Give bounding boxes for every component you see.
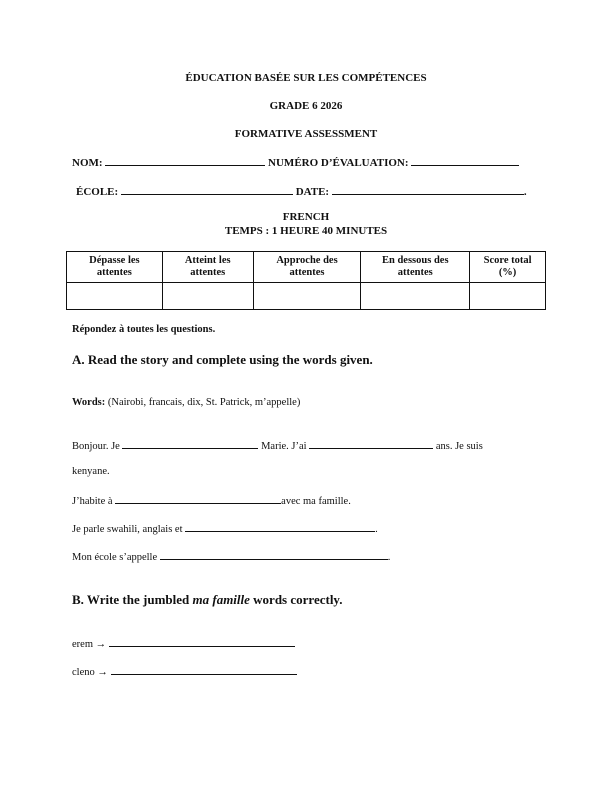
sentence-1-part-c: ans. Je suis <box>435 441 483 452</box>
blank-1[interactable] <box>122 438 258 449</box>
sentence-1-part-b: Marie. J’ai <box>261 441 307 452</box>
sentence-3 <box>72 521 378 535</box>
header-line-3: FORMATIVE ASSESSMENT <box>234 128 378 140</box>
sentence-2-part-b: avec ma famille. <box>281 496 351 507</box>
header-approche: Approche des attentes <box>253 252 361 283</box>
nom-blank[interactable] <box>105 155 265 166</box>
words-label: Words: <box>72 397 106 408</box>
jumbled-item-2 <box>72 664 297 678</box>
blank-5[interactable] <box>160 549 388 560</box>
header-line-1: ÉDUCATION BASÉE SUR LES COMPÉTENCES <box>185 72 427 84</box>
numero-blank[interactable] <box>411 155 519 166</box>
cell-depasse[interactable] <box>67 283 163 310</box>
sentence-3-part-b: . <box>375 524 378 535</box>
blank-3[interactable] <box>115 493 281 504</box>
sentence-2 <box>72 493 351 507</box>
section-b-title-a: B. Write the jumbled <box>72 592 193 607</box>
section-b-title-italic: ma famille <box>192 592 250 607</box>
jumbled-word-1: erem <box>72 639 93 650</box>
words-list: (Nairobi, francais, dix, St. Patrick, m’appelle) <box>107 397 301 408</box>
header-line-2: GRADE 6 2026 <box>269 100 343 112</box>
sentence-1-continued: kenyane. <box>72 466 110 477</box>
subject-time: TEMPS : 1 HEURE 40 MINUTES <box>224 225 388 237</box>
sentence-4-part-b: . <box>387 552 391 563</box>
header-atteint: Atteint les attentes <box>162 252 253 283</box>
score-table-value-row <box>67 283 546 310</box>
arrow-right-icon: → <box>95 639 107 650</box>
blank-4[interactable] <box>185 521 375 532</box>
cell-en-dessous[interactable] <box>361 283 470 310</box>
instructions: Répondez à toutes les questions. <box>72 324 216 335</box>
nom-label: NOM: <box>72 157 103 169</box>
subject-name: FRENCH <box>282 211 330 223</box>
numero-label: NUMÉRO D’ÉVALUATION: <box>268 157 409 169</box>
section-b-title <box>72 592 342 608</box>
header-en-dessous: En dessous des attentes <box>361 252 470 283</box>
ecole-blank[interactable] <box>121 184 293 195</box>
sentence-4 <box>72 549 390 563</box>
jumbled-blank-1[interactable] <box>109 636 295 647</box>
date-label: DATE: <box>295 186 330 198</box>
ecole-row <box>76 184 527 198</box>
score-table-header-row <box>67 252 546 283</box>
cell-score-total[interactable] <box>470 283 546 310</box>
jumbled-item-1 <box>72 636 295 650</box>
header-score-total: Score total (%) <box>470 252 546 283</box>
arrow-right-icon: → <box>97 667 108 678</box>
cell-atteint[interactable] <box>162 283 253 310</box>
cell-approche[interactable] <box>253 283 361 310</box>
date-end: . <box>523 186 527 198</box>
sentence-3-part-a: Je parle swahili, anglais et <box>72 524 183 535</box>
score-table <box>66 251 546 310</box>
nom-row <box>72 155 519 169</box>
words-line <box>72 397 300 408</box>
date-blank[interactable] <box>332 184 524 195</box>
blank-2[interactable] <box>309 438 433 449</box>
ecole-label: ÉCOLE: <box>76 186 119 198</box>
sentence-1-part-a: Bonjour. Je <box>72 441 120 452</box>
section-b-title-b: words correctly. <box>249 592 343 607</box>
header-depasse: Dépasse les attentes <box>67 252 163 283</box>
sentence-1 <box>72 438 483 452</box>
jumbled-word-2: cleno <box>72 667 95 678</box>
section-a-title: A. Read the story and complete using the words given. <box>72 352 373 367</box>
sentence-4-part-a: Mon école s’appelle <box>72 552 158 563</box>
sentence-2-part-a: J’habite à <box>72 496 113 507</box>
jumbled-blank-2[interactable] <box>111 664 297 675</box>
